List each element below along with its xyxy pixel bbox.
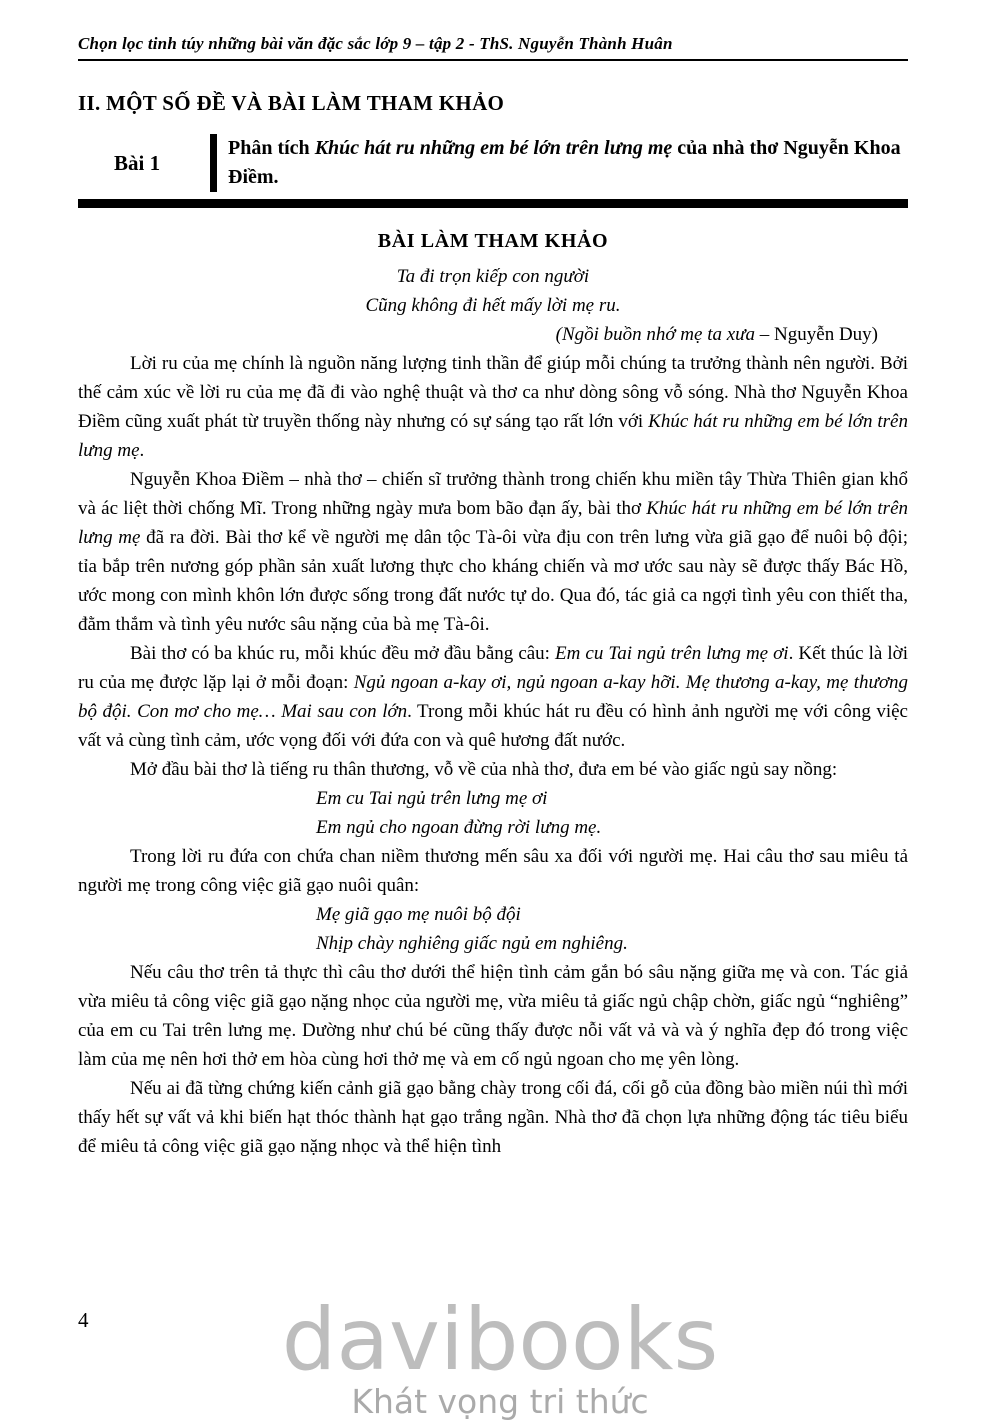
essay-paragraph bbox=[78, 1074, 908, 1161]
text-segment: Lời ru của mẹ chính là nguồn năng lượng tinh thần để giúp mỗi chúng ta trưởng thành nên người. Bởi thế cảm xúc về lời ru của mẹ đã đi vào nghệ thuật và thơ ca như dòng sông vỗ sóng. Nhà thơ Nguyễn Khoa Điềm cũng xuất phát từ truyền thống này nhưng có sự sáng tạo rất lớn với bbox=[78, 353, 908, 432]
text-segment: (Ngồi buồn nhớ mẹ ta xưa bbox=[555, 324, 756, 345]
exercise-prompt bbox=[210, 134, 908, 192]
verse-line: Nhịp chày nghiêng giấc ngủ em nghiêng. bbox=[316, 933, 628, 954]
verse-line: Cũng không đi hết mấy lời mẹ ru. bbox=[365, 295, 621, 316]
text-segment: Khúc hát ru những em bé lớn trên lưng mẹ bbox=[78, 411, 908, 461]
verse-line: Mẹ giã gạo mẹ nuôi bộ đội bbox=[316, 904, 521, 925]
text-segment: Em cu Tai ngủ trên lưng mẹ ơi bbox=[555, 643, 789, 664]
book-title: Chọn lọc tinh túy những bài văn đặc sắc lớp 9 – tập 2 - ThS. Nguyễn Thành Huân bbox=[78, 34, 673, 53]
text-segment: . bbox=[139, 440, 145, 461]
essay-paragraph bbox=[78, 349, 908, 465]
essay-blocks bbox=[78, 262, 908, 1161]
text-segment: Trong lời ru đứa con chứa chan niềm thương mến sâu xa đối với người mẹ. Hai câu thơ sau miêu tả người mẹ trong công việc giã gạo nuôi quân: bbox=[78, 846, 908, 896]
text-segment: Nguyễn Khoa Điềm – nhà thơ – chiến sĩ trưởng thành trong chiến khu miền tây Thừa Thiên gian khổ và ác liệt thời chống Mĩ. Trong những ngày mưa bom bão đạn ấy, bài thơ bbox=[78, 469, 908, 519]
essay-title: BÀI LÀM THAM KHẢO bbox=[377, 230, 609, 252]
text-segment: Nếu ai đã từng chứng kiến cảnh giã gạo bằng chày trong cối đá, cối gỗ của đồng bào miền núi thì mới thấy hết sự vất vả khi biến hạt thóc thành hạt gạo trắng ngần. Nhà thơ đã chọn lựa những động tác tiêu biểu để miêu tả công việc giã gạo nặng nhọc và thể hiện tình bbox=[78, 1078, 908, 1157]
verse-line: Ta đi trọn kiếp con người bbox=[396, 266, 590, 287]
essay-paragraph bbox=[78, 755, 908, 784]
section-heading: II. MỘT SỐ ĐỀ VÀ BÀI LÀM THAM KHẢO bbox=[78, 91, 505, 115]
verse-line: Em ngủ cho ngoan đừng rời lưng mẹ. bbox=[316, 817, 602, 838]
verse-quote bbox=[78, 262, 908, 320]
verse-quote bbox=[78, 900, 908, 958]
text-segment: . Trong mỗi khúc hát ru đều có hình ảnh người mẹ với công việc vất vả cùng tình cảm, ước vọng đối với đứa con và quê hương đất nước. bbox=[78, 701, 908, 751]
page-number: 4 bbox=[78, 1308, 89, 1332]
exercise-block bbox=[78, 134, 908, 192]
text-segment: Nếu câu thơ trên tả thực thì câu thơ dưới thể hiện tình cảm gắn bó sâu nặng giữa mẹ và con. Tác giả vừa miêu tả công việc giã gạo nặng nhọc của người mẹ, vừa miêu tả giấc ngủ chập chờn, giấc ngủ “nghiêng” của em cu Tai trên lưng mẹ. Dường như chú bé cũng thấy được nỗi vất vả và và ý nghĩa đẹp đó trong việc làm của mẹ nên hơi thở em hòa cùng hơi thở mẹ và em cố ngủ ngoan cho mẹ yên lòng. bbox=[78, 962, 908, 1070]
watermark-brand: davibooks bbox=[281, 1290, 719, 1390]
text-segment: Khúc hát ru những em bé lớn trên lưng mẹ bbox=[314, 137, 673, 159]
essay-paragraph bbox=[78, 639, 908, 755]
divider-bar bbox=[78, 199, 908, 208]
text-segment: Bài thơ có ba khúc ru, mỗi khúc đều mở đầu bằng câu: bbox=[130, 643, 556, 664]
verse-attribution bbox=[78, 320, 908, 349]
text-segment: Mở đầu bài thơ là tiếng ru thân thương, vỗ về của nhà thơ, đưa em bé vào giấc ngủ say nồng: bbox=[130, 759, 838, 780]
exercise-label: Bài 1 bbox=[114, 150, 161, 175]
essay-paragraph bbox=[78, 842, 908, 900]
text-segment: của nhà thơ Nguyễn Khoa Điềm. bbox=[228, 137, 901, 188]
text-segment: . Kết thúc là lời ru của mẹ được lặp lại ở mỗi đoạn: bbox=[78, 643, 908, 693]
watermark bbox=[0, 1290, 1000, 1421]
essay-paragraph bbox=[78, 465, 908, 639]
essay-paragraph bbox=[78, 958, 908, 1074]
text-segment: Ngủ ngoan a-kay ơi, ngủ ngoan a-kay hỡi. Mẹ thương a-kay, mẹ thương bộ đội. Con mơ cho mẹ… Mai sau con lớn bbox=[78, 672, 908, 722]
watermark-slogan: Khát vọng tri thức bbox=[351, 1382, 649, 1421]
book-header bbox=[78, 34, 908, 61]
text-segment: Phân tích bbox=[228, 137, 315, 159]
text-segment: đã ra đời. Bài thơ kể về người mẹ dân tộc Tà-ôi vừa địu con trên lưng vừa giã gạo để nuôi bộ đội; tỉa bắp trên nương góp phần sản xuất lương thực cho kháng chiến và mơ ước sau này sẽ được thấy Bác Hồ, ước mong con mình khôn lớn được sống trong đất nước tự do. Qua đó, tác giả ca ngợi tình yêu con thiết tha, đằm thắm và tình yêu nước sâu nặng của bà mẹ Tà-ôi. bbox=[78, 527, 908, 635]
text-segment: Khúc hát ru những em bé lớn trên lưng mẹ bbox=[78, 498, 908, 548]
text-segment: – Nguyễn Duy) bbox=[755, 324, 878, 345]
verse-line: Em cu Tai ngủ trên lưng mẹ ơi bbox=[316, 788, 548, 809]
verse-quote bbox=[78, 784, 908, 842]
